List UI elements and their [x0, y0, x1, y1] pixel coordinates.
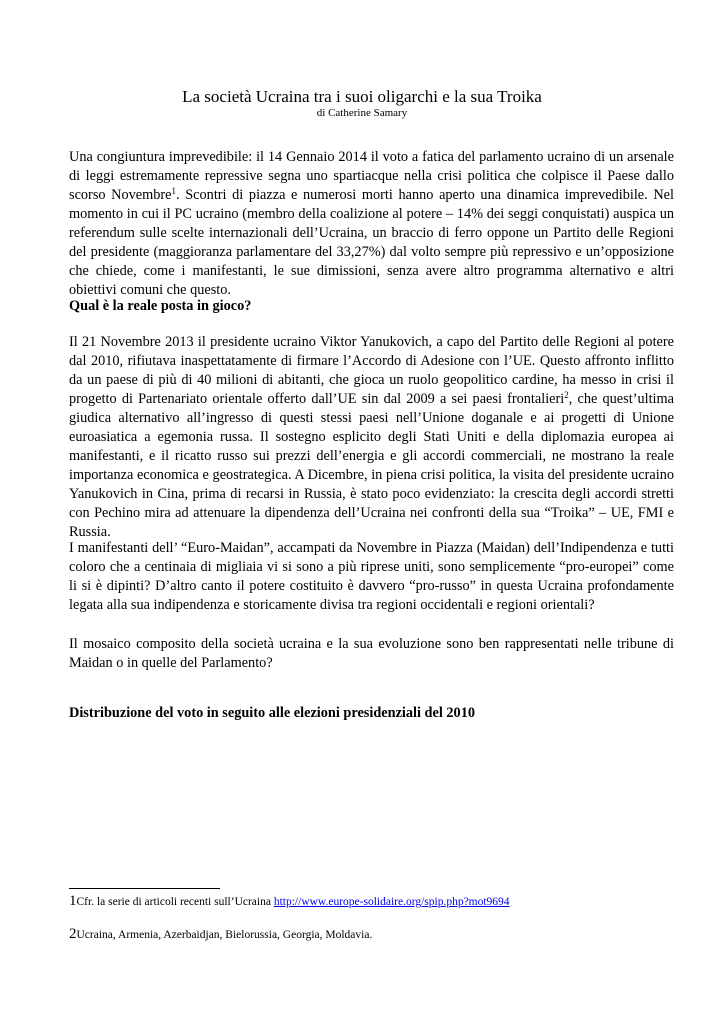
paragraph-intro-text-b: . Scontri di piazza e numerosi morti hanno aperto una dinamica imprevedibile. Nel momento in cui il PC ucraino (membro della coalizione al potere – 14% dei seggi conquistati) auspica un referendum sulle scelte internazionali dell’Ucraina, un braccio di ferro oppone un Partito delle Regioni del presidente (maggioranza parlamentare del 33,27%) dal volto sempre più repressivo e un’opposizione che chiede, come i manifestanti, le sue dimissioni, senza avere altro programma alternativo e altri obiettivi comuni che questo. — [69, 187, 674, 298]
paragraph-yanukovich-text-a: Il 21 Novembre 2013 il presidente ucraino Viktor Yanukovich, a capo del Partito delle Regioni al potere dal 2010, rifiutava inaspettatamente di firmare l’Accordo di Adesione con l’UE. Questo affronto inflitto da un paese di più di 40 milioni di abitanti, che gioca un ruolo geopolitico cardine, ha messo in crisi il progetto di Partenariato orientale offerto dall’UE sin dal 2009 a sei paesi frontalieri — [69, 334, 674, 407]
paragraph-euromaidan: I manifestanti dell’ “Euro-Maidan”, accampati da Novembre in Piazza (Maidan) dell’Indipendenza e tutti coloro che a centinaia di migliaia vi si sono a più riprese uniti, sono semplicemente “pro-europei” come li si è dipinti? D’altro canto il potere costituito è davvero “pro-russo” in questa Ucraina profondamente legata alla sua indipendenza e storicamente divisa tra regioni occidentali e regioni orientali? — [69, 540, 674, 613]
footnote-1-link[interactable]: http://www.europe-solidaire.org/spip.php?mot9694 — [273, 896, 510, 908]
footnote-ref-2[interactable]: 2 — [564, 390, 569, 400]
paragraph-yanukovich — [69, 333, 674, 542]
section-heading-stake: Qual è la reale posta in gioco? — [69, 298, 252, 314]
section-heading-distribution: Distribuzione del voto in seguito alle elezioni presidenziali del 2010 — [69, 705, 475, 721]
footnote-ref-1[interactable]: 1 — [171, 186, 177, 196]
footnote-separator — [69, 888, 220, 889]
paragraph-mosaic: Il mosaico composito della società ucraina e la sua evoluzione sono ben rappresentati nelle tribune di Maidan o in quelle del Parlamento? — [69, 636, 674, 671]
article-title: La società Ucraina tra i suoi oligarchi e la sua Troika — [182, 87, 542, 106]
footnote-1-text: Cfr. la serie di articoli recenti sull’Ucraina — [76, 896, 274, 908]
footnote-2-number: 2 — [69, 926, 77, 942]
paragraph-intro — [69, 148, 674, 300]
footnote-1-number: 1 — [69, 893, 77, 909]
paragraph-intro-text-a: Una congiuntura imprevedibile: il 14 Gennaio 2014 il voto a fatica del parlamento ucraino di un arsenale di leggi estremamente repressive segna uno spartiacque nella crisi politica che colpisce il Paese dallo scorso Novembre — [69, 149, 674, 203]
footnote-1 — [69, 894, 689, 910]
paragraph-yanukovich-text-b: , che quest’ultima giudica alternativo all’ingresso di questi stessi paesi nell’Unione doganale e ai progetti di Unione euroasiatica a egemonia russa. Il sostegno esplicito degli Stati Uniti e della diplomazia europea ai manifestanti, e il ricatto russo sui prezzi dell’energia e gli accordi commerciali, ne mostrano la reale importanza economica e geostrategica. A Dicembre, in piena crisi politica, la visita del presidente ucraino Yanukovich in Cina, prima di recarsi in Russia, è stato poco evidenziato: la crescita degli accordi stretti con Pechino mira ad attenuare la dipendenza dell’Ucraina nei confronti della sua “Troika” – UE, FMI e Russia. — [69, 391, 674, 540]
article-author: di Catherine Samary — [316, 107, 408, 119]
footnote-2-text: Ucraina, Armenia, Azerbaidjan, Bielorussia, Georgia, Moldavia. — [76, 929, 373, 941]
footnote-2 — [69, 927, 689, 943]
